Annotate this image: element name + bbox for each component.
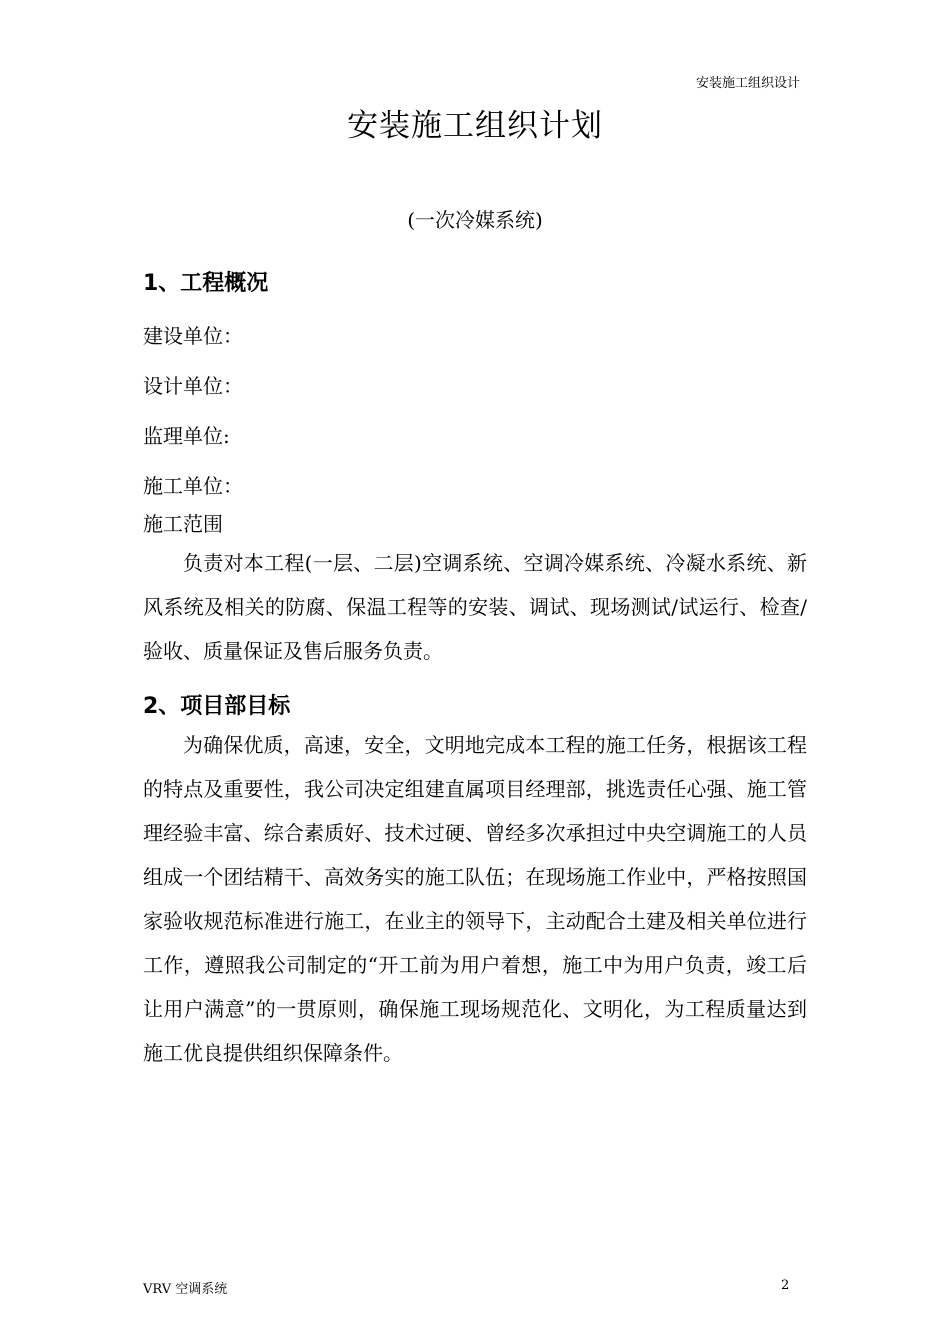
supervision-unit-line: 监理单位: — [143, 424, 230, 448]
section-heading-project-goals: 2、项目部目标 — [143, 694, 291, 719]
footer-system-label: VRV 空调系统 — [143, 1282, 228, 1297]
document-title: 安装施工组织计划 — [347, 108, 603, 144]
footer-page-number: 2 — [781, 1278, 790, 1293]
project-goals-paragraph: 为确保优质，高速，安全，文明地完成本工程的施工任务，根据该工程的特点及重要性，我公司决定组建直属项目经理部，挑选责任心强、施工管理经验丰富、综合素质好、技术过硬、曾经多次承担过中央空调施工的人员组成一个团结精干、高效务实的施工队伍；在现场施工作业中，严格按照国家验收规范标准进行施工，在业主的领导下，主动配合土建及相关单位进行工作，遵照我公司制定的“开工前为用户着想，施工中为用户负责，竣工后让用户满意”的一贯原则，确保施工现场规范化、文明化，为工程质量达到施工优良提供组织保障条件。 — [143, 733, 807, 1065]
owner-unit-line: 建设单位： — [143, 324, 243, 348]
document-subtitle: (一次冷媒系统) — [407, 208, 543, 232]
scope-label: 施工范围 — [143, 512, 223, 536]
section-heading-overview: 1、工程概况 — [143, 271, 269, 296]
scope-paragraph: 负责对本工程(一层、二层)空调系统、空调冷媒系统、冷凝水系统、新风系统及相关的防腐、保温工程等的安装、调试、现场测试/试运行、检查/验收、质量保证及售后服务负责。 — [143, 551, 807, 663]
design-unit-line: 设计单位： — [143, 374, 243, 398]
construction-unit-line: 施工单位： — [143, 474, 243, 498]
running-header: 安装施工组织设计 — [695, 76, 800, 91]
